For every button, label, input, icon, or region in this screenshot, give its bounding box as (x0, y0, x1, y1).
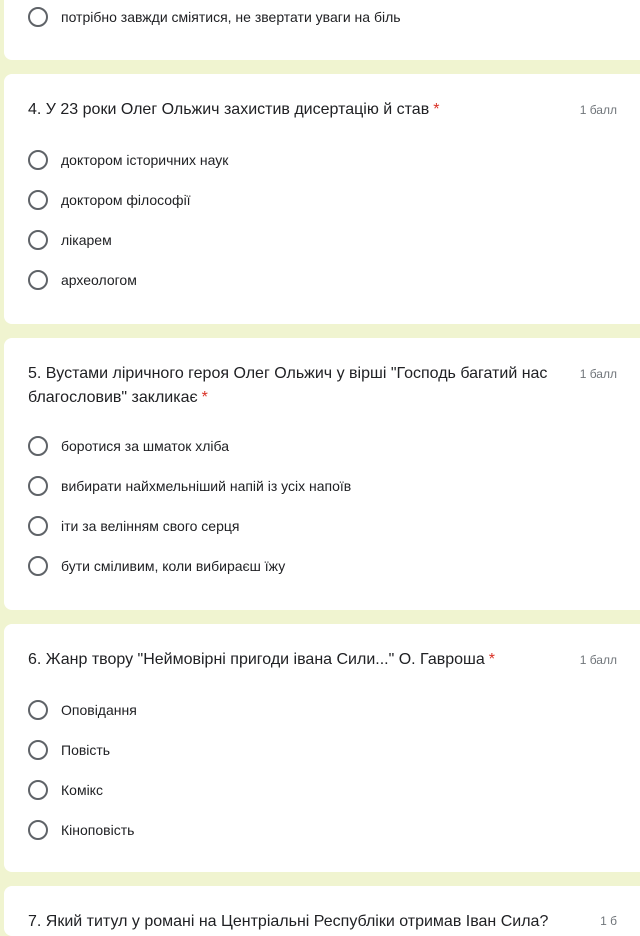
required-asterisk: * (433, 101, 440, 118)
option-5-4[interactable] (28, 554, 285, 578)
option-label: доктором філософії (61, 192, 191, 208)
radio-button[interactable] (28, 820, 48, 840)
required-asterisk: * (488, 651, 495, 668)
radio-button[interactable] (28, 780, 48, 800)
points-label: 1 балл (579, 103, 617, 117)
question-card-5 (4, 338, 640, 610)
option-6-3[interactable] (28, 778, 103, 802)
radio-button[interactable] (28, 190, 48, 210)
option-label: вибирати найхмельніший напій із усіх напоїв (61, 478, 352, 494)
question-card-6 (4, 624, 640, 872)
option-label: археологом (61, 272, 137, 288)
points-label: 1 балл (579, 653, 617, 667)
question-title: 6. Жанр твору "Неймовірні пригоди івана Сили..." О. Гавроша * (28, 651, 495, 668)
radio-button[interactable] (28, 270, 48, 290)
radio-button[interactable] (28, 740, 48, 760)
radio-button[interactable] (28, 436, 48, 456)
option-label: боротися за шматок хліба (61, 438, 230, 454)
question-card-4 (4, 74, 640, 324)
points-label: 1 б (600, 914, 617, 928)
radio-button[interactable] (28, 476, 48, 496)
points-label: 1 балл (579, 367, 617, 381)
option-label: іти за велінням свого серця (61, 518, 240, 534)
option-5-2[interactable] (28, 474, 351, 498)
radio-button[interactable] (28, 700, 48, 720)
option-label: лікарем (61, 232, 112, 248)
option-label: Оповідання (61, 702, 137, 718)
option-4-2[interactable] (28, 188, 191, 212)
option-label: бути сміливим, коли вибираєш їжу (61, 558, 286, 574)
question-title: 4. У 23 роки Олег Ольжич захистив дисертацію й став * (28, 101, 440, 118)
option-5-3[interactable] (28, 514, 239, 538)
option-3-4[interactable] (28, 5, 401, 29)
option-label: потрібно завжди сміятися, не звертати уваги на біль (61, 9, 401, 25)
radio-button[interactable] (28, 556, 48, 576)
option-6-2[interactable] (28, 738, 110, 762)
option-5-1[interactable] (28, 434, 229, 458)
option-label: Комікс (61, 782, 103, 798)
option-label: Кіноповість (61, 822, 135, 838)
option-4-3[interactable] (28, 228, 112, 252)
required-asterisk: * (201, 389, 208, 406)
radio-button[interactable] (28, 516, 48, 536)
radio-button[interactable] (28, 7, 48, 27)
option-label: Повість (61, 742, 111, 758)
radio-button[interactable] (28, 230, 48, 250)
question-card-3-partial (4, 0, 640, 60)
option-4-4[interactable] (28, 268, 137, 292)
option-6-4[interactable] (28, 818, 134, 842)
option-4-1[interactable] (28, 148, 228, 172)
question-card-7-partial (4, 886, 640, 936)
option-6-1[interactable] (28, 698, 137, 722)
question-title: 5. Вустами ліричного героя Олег Ольжич у вірші "Господь багатий нас благословив" закликає * (28, 365, 548, 406)
question-title: 7. Який титул у романі на Центріальні Республіки отримав Іван Сила? (28, 913, 549, 930)
option-label: доктором історичних наук (61, 152, 229, 168)
radio-button[interactable] (28, 150, 48, 170)
